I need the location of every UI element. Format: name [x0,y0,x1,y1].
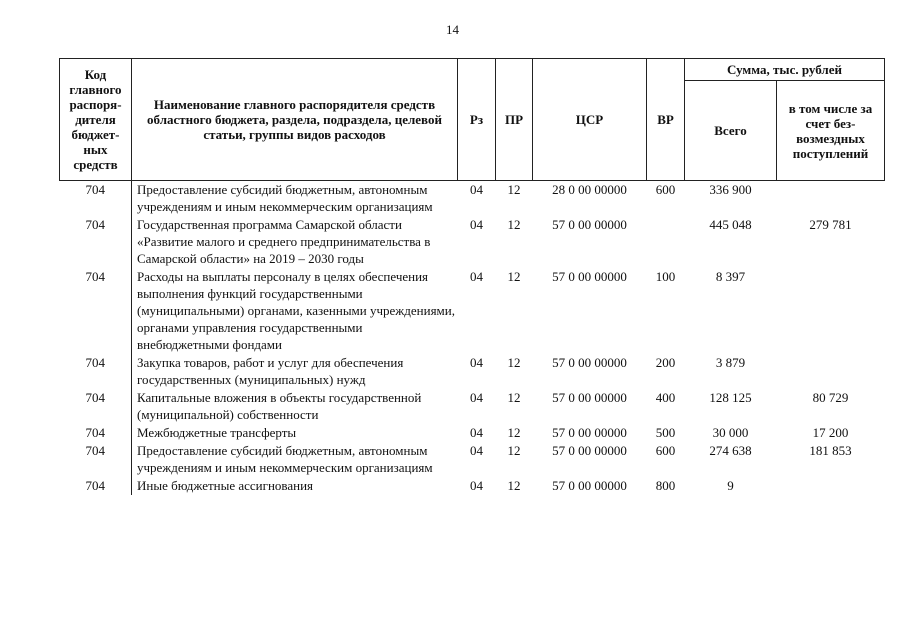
cell-pr: 12 [507,182,521,197]
cell-code: 704 [60,268,132,354]
cell-csr: 57 0 00 00000 [552,478,627,493]
cell-pr: 12 [507,443,521,458]
cell-total: 336 900 [709,182,752,197]
cell-name: Предоставление субсидий бюджетным, автономным учреждениям и иным некоммерческим организациям [137,182,433,214]
cell-pr: 12 [507,355,521,370]
cell-name: Иные бюджетные ассигнования [137,478,314,493]
cell-csr: 57 0 00 00000 [552,355,627,370]
cell-pr: 12 [507,269,521,284]
header-pr: ПР [496,59,533,181]
cell-incl: 181 853 [809,443,852,458]
cell-name: Капитальные вложения в объекты государственной (муниципальной) собственности [137,390,422,422]
cell-pr: 12 [507,478,521,493]
cell-vr: 400 [655,390,676,405]
cell-pr: 12 [507,217,521,232]
budget-table [59,58,885,495]
header-rz: Рз [458,59,496,181]
cell-name: Предоставление субсидий бюджетным, автономным учреждениям и иным некоммерческим организациям [137,443,433,475]
cell-vr: 800 [655,478,676,493]
cell-rz: 04 [470,355,483,370]
table-row [60,442,885,477]
cell-total: 9 [727,478,734,493]
cell-code: 704 [60,442,132,477]
table-row [60,477,885,495]
cell-total: 8 397 [715,269,746,284]
cell-csr: 57 0 00 00000 [552,217,627,232]
cell-total: 274 638 [709,443,752,458]
cell-vr: 600 [655,182,676,197]
table-header [60,59,885,181]
cell-incl: 279 781 [809,217,852,232]
table-body [60,181,885,496]
header-total: Всего [685,81,777,181]
cell-total: 3 879 [715,355,746,370]
cell-pr: 12 [507,425,521,440]
cell-incl: 80 729 [812,390,849,405]
cell-name: Расходы на выплаты персоналу в целях обеспечения выполнения функций государственными (муниципальными) органами, казенными учреждениями, органами управления государственными внебюджетными фондами [137,269,455,352]
header-incl: в том числе за счет без-возмездных поступлений [777,81,885,181]
cell-total: 128 125 [709,390,752,405]
table-row [60,181,885,217]
cell-code: 704 [60,477,132,495]
header-name: Наименование главного распорядителя средств областного бюджета, раздела, подраздела, целевой статьи, группы видов расходов [132,59,458,181]
cell-csr: 57 0 00 00000 [552,425,627,440]
cell-total: 445 048 [709,217,752,232]
cell-rz: 04 [470,425,483,440]
cell-rz: 04 [470,182,483,197]
table-row [60,424,885,442]
cell-csr: 57 0 00 00000 [552,443,627,458]
cell-name: Закупка товаров, работ и услуг для обеспечения государственных (муниципальных) нужд [137,355,404,387]
cell-total: 30 000 [712,425,749,440]
header-sum-group: Сумма, тыс. рублей [685,59,885,81]
header-code: Код главного распоря-дителя бюджет-ных средств [60,59,132,181]
cell-incl [777,354,885,389]
cell-vr [647,216,685,268]
cell-code: 704 [60,181,132,217]
header-csr: ЦСР [533,59,647,181]
cell-incl [777,477,885,495]
cell-rz: 04 [470,390,483,405]
cell-incl [777,181,885,217]
cell-csr: 57 0 00 00000 [552,269,627,284]
table-row [60,354,885,389]
header-vr: ВР [647,59,685,181]
cell-pr: 12 [507,390,521,405]
cell-rz: 04 [470,478,483,493]
cell-rz: 04 [470,443,483,458]
table-row [60,268,885,354]
cell-csr: 28 0 00 00000 [552,182,627,197]
cell-name: Межбюджетные трансферты [137,425,297,440]
cell-vr: 100 [655,269,676,284]
cell-incl [777,268,885,354]
cell-incl: 17 200 [812,425,849,440]
cell-code: 704 [60,354,132,389]
cell-csr: 57 0 00 00000 [552,390,627,405]
cell-code: 704 [60,424,132,442]
cell-code: 704 [60,216,132,268]
cell-vr: 200 [655,355,676,370]
cell-rz: 04 [470,217,483,232]
table-row [60,216,885,268]
cell-code: 704 [60,389,132,424]
cell-vr: 500 [655,425,676,440]
cell-rz: 04 [470,269,483,284]
table-row [60,389,885,424]
page-number: 14 [446,22,459,37]
cell-vr: 600 [655,443,676,458]
cell-name: Государственная программа Самарской области «Развитие малого и среднего предпринимательства в Самарской области» на 2019 – 2030 годы [137,217,431,266]
